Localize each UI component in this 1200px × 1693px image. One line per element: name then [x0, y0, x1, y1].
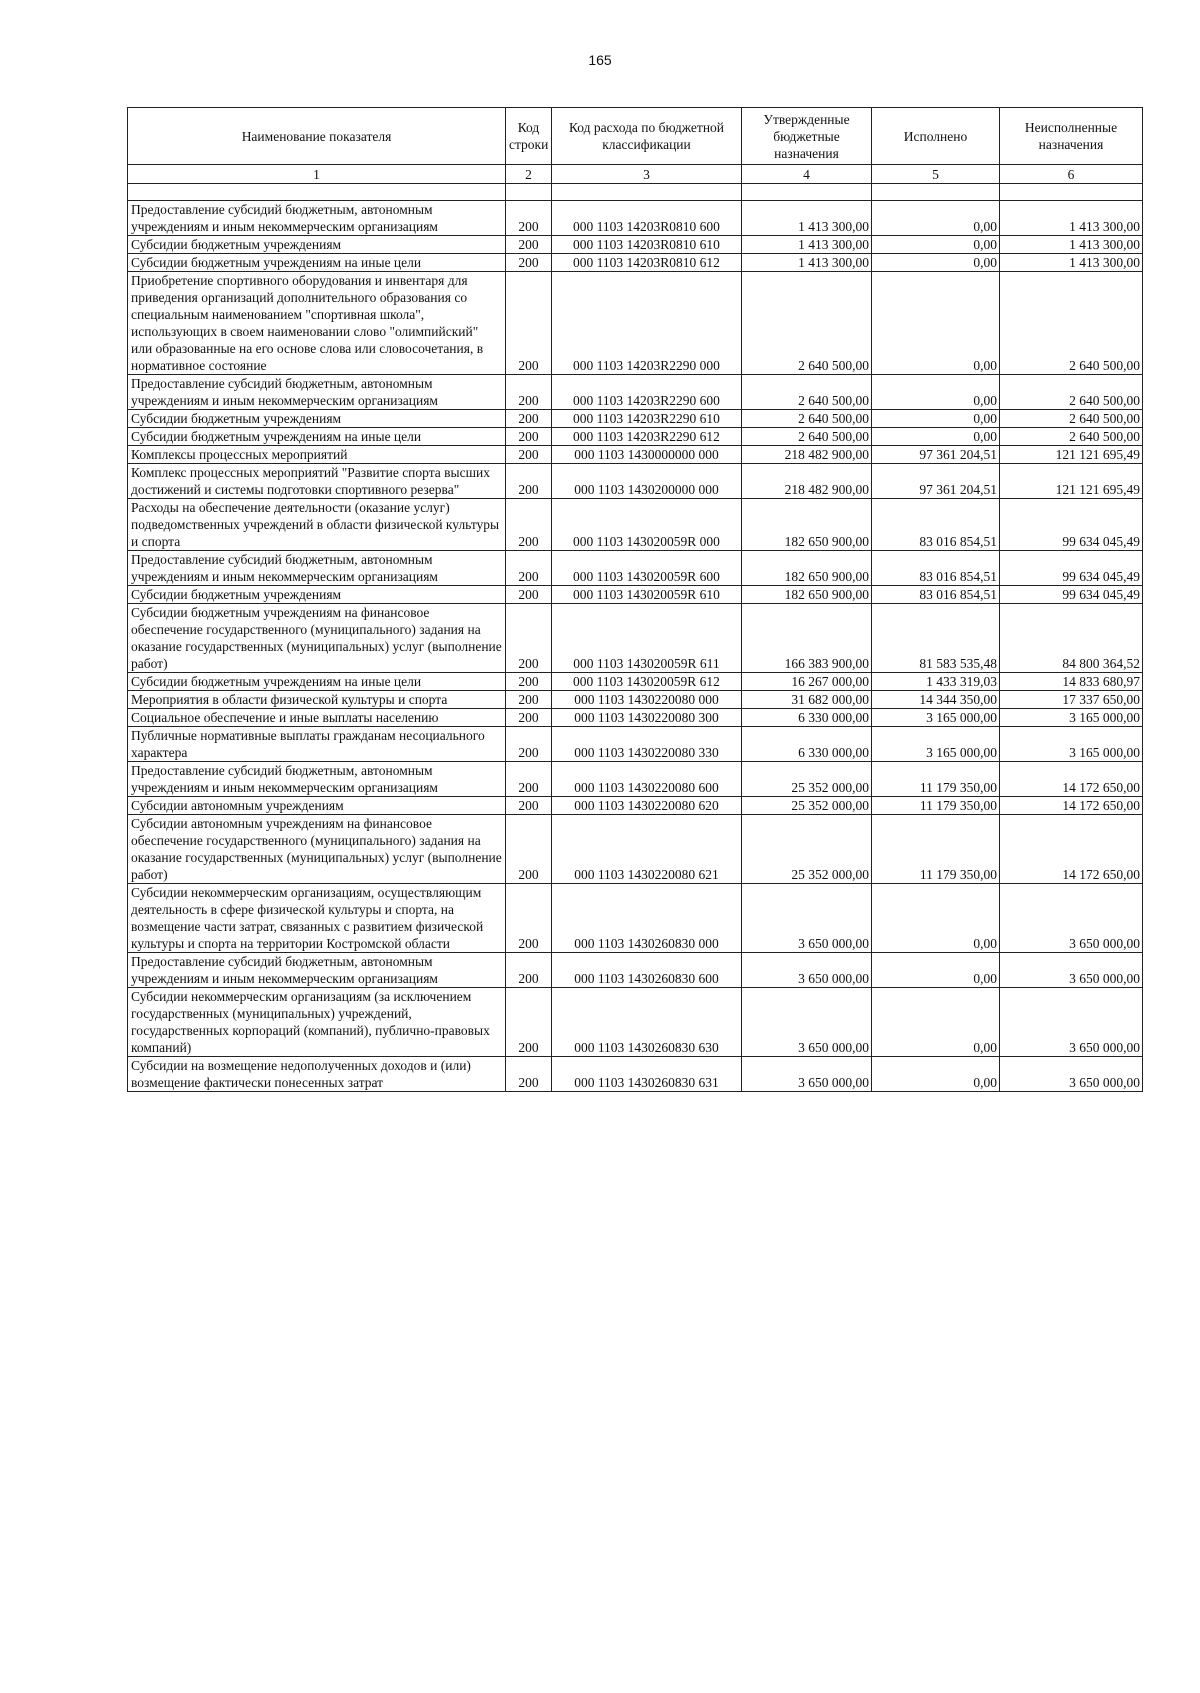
row-name-cell: Субсидии на возмещение недополученных доходов и (или) возмещение фактически понесенных затрат [128, 1057, 506, 1092]
row-classification-cell: 000 1103 14203R0810 612 [552, 254, 742, 272]
column-number: 4 [742, 165, 872, 184]
row-executed-cell: 0,00 [872, 254, 1000, 272]
row-code-cell: 200 [506, 586, 552, 604]
row-classification-cell: 000 1103 1430220080 621 [552, 815, 742, 884]
row-executed-cell: 97 361 204,51 [872, 446, 1000, 464]
row-unexecuted-cell: 2 640 500,00 [1000, 428, 1143, 446]
row-executed-cell: 83 016 854,51 [872, 499, 1000, 551]
row-unexecuted-cell: 3 650 000,00 [1000, 953, 1143, 988]
row-code-cell: 200 [506, 762, 552, 797]
row-unexecuted-cell: 14 172 650,00 [1000, 815, 1143, 884]
row-executed-cell: 11 179 350,00 [872, 762, 1000, 797]
table-row [128, 272, 1143, 375]
budget-execution-table [127, 107, 1143, 1092]
table-row [128, 762, 1143, 797]
row-classification-cell: 000 1103 1430260830 631 [552, 1057, 742, 1092]
row-executed-cell: 83 016 854,51 [872, 551, 1000, 586]
row-approved-cell: 218 482 900,00 [742, 446, 872, 464]
table-row [128, 446, 1143, 464]
row-classification-cell: 000 1103 14203R2290 610 [552, 410, 742, 428]
row-approved-cell: 25 352 000,00 [742, 797, 872, 815]
row-unexecuted-cell: 99 634 045,49 [1000, 586, 1143, 604]
row-approved-cell: 25 352 000,00 [742, 762, 872, 797]
row-name-cell: Субсидии бюджетным учреждениям [128, 236, 506, 254]
row-unexecuted-cell: 99 634 045,49 [1000, 499, 1143, 551]
row-unexecuted-cell: 14 833 680,97 [1000, 673, 1143, 691]
table-header-row [128, 108, 1143, 165]
row-name-cell: Комплекс процессных мероприятий "Развитие спорта высших достижений и системы подготовки спортивного резерва" [128, 464, 506, 499]
row-approved-cell: 25 352 000,00 [742, 815, 872, 884]
row-code-cell: 200 [506, 236, 552, 254]
row-name-cell: Субсидии некоммерческим организациям, осуществляющим деятельность в сфере физической культуры и спорта, на возмещение части затрат, связанных с развитием физической культуры и спорта на территории Костромской области [128, 884, 506, 953]
row-unexecuted-cell: 3 650 000,00 [1000, 884, 1143, 953]
column-number-row [128, 165, 1143, 184]
row-name-cell: Субсидии бюджетным учреждениям на иные цели [128, 428, 506, 446]
row-executed-cell: 97 361 204,51 [872, 464, 1000, 499]
table-body [128, 184, 1143, 1092]
row-unexecuted-cell: 2 640 500,00 [1000, 375, 1143, 410]
row-name-cell: Субсидии автономным учреждениям [128, 797, 506, 815]
row-executed-cell: 83 016 854,51 [872, 586, 1000, 604]
row-classification-cell: 000 1103 1430220080 000 [552, 691, 742, 709]
table-row [128, 797, 1143, 815]
table-row [128, 551, 1143, 586]
row-classification-cell: 000 1103 143020059R 600 [552, 551, 742, 586]
row-name-cell: Публичные нормативные выплаты гражданам несоциального характера [128, 727, 506, 762]
row-unexecuted-cell: 2 640 500,00 [1000, 272, 1143, 375]
page-number: 165 [588, 52, 612, 68]
row-name-cell: Предоставление субсидий бюджетным, автономным учреждениям и иным некоммерческим организациям [128, 375, 506, 410]
table-row [128, 428, 1143, 446]
row-name-cell: Предоставление субсидий бюджетным, автономным учреждениям и иным некоммерческим организациям [128, 551, 506, 586]
row-name-cell: Субсидии бюджетным учреждениям на иные цели [128, 673, 506, 691]
spacer-row [128, 184, 1143, 201]
row-classification-cell: 000 1103 1430260830 630 [552, 988, 742, 1057]
row-classification-cell: 000 1103 14203R0810 600 [552, 201, 742, 236]
row-classification-cell: 000 1103 1430260830 600 [552, 953, 742, 988]
row-unexecuted-cell: 3 650 000,00 [1000, 988, 1143, 1057]
header-executed: Исполнено [872, 108, 1000, 165]
table-row [128, 709, 1143, 727]
row-code-cell: 200 [506, 272, 552, 375]
row-classification-cell: 000 1103 14203R2290 612 [552, 428, 742, 446]
row-approved-cell: 31 682 000,00 [742, 691, 872, 709]
row-classification-cell: 000 1103 1430260830 000 [552, 884, 742, 953]
row-executed-cell: 0,00 [872, 953, 1000, 988]
table-row [128, 691, 1143, 709]
row-approved-cell: 16 267 000,00 [742, 673, 872, 691]
column-number: 1 [128, 165, 506, 184]
row-code-cell: 200 [506, 884, 552, 953]
row-approved-cell: 2 640 500,00 [742, 272, 872, 375]
row-code-cell: 200 [506, 953, 552, 988]
row-code-cell: 200 [506, 410, 552, 428]
row-executed-cell: 0,00 [872, 236, 1000, 254]
row-classification-cell: 000 1103 1430220080 600 [552, 762, 742, 797]
table-row [128, 464, 1143, 499]
column-number: 5 [872, 165, 1000, 184]
row-approved-cell: 182 650 900,00 [742, 586, 872, 604]
row-approved-cell: 1 413 300,00 [742, 201, 872, 236]
table-row [128, 236, 1143, 254]
table-row [128, 727, 1143, 762]
row-code-cell: 200 [506, 446, 552, 464]
row-executed-cell: 11 179 350,00 [872, 815, 1000, 884]
row-name-cell: Социальное обеспечение и иные выплаты населению [128, 709, 506, 727]
row-executed-cell: 0,00 [872, 1057, 1000, 1092]
row-unexecuted-cell: 1 413 300,00 [1000, 201, 1143, 236]
table-row [128, 815, 1143, 884]
row-executed-cell: 3 165 000,00 [872, 709, 1000, 727]
row-code-cell: 200 [506, 464, 552, 499]
header-approved: Утвержденные бюджетные назначения [742, 108, 872, 165]
column-number: 3 [552, 165, 742, 184]
row-code-cell: 200 [506, 254, 552, 272]
table-row [128, 988, 1143, 1057]
table-row [128, 604, 1143, 673]
row-unexecuted-cell: 3 165 000,00 [1000, 727, 1143, 762]
row-code-cell: 200 [506, 1057, 552, 1092]
row-executed-cell: 0,00 [872, 201, 1000, 236]
row-name-cell: Предоставление субсидий бюджетным, автономным учреждениям и иным некоммерческим организациям [128, 762, 506, 797]
row-unexecuted-cell: 84 800 364,52 [1000, 604, 1143, 673]
row-code-cell: 200 [506, 499, 552, 551]
row-classification-cell: 000 1103 14203R2290 000 [552, 272, 742, 375]
row-unexecuted-cell: 17 337 650,00 [1000, 691, 1143, 709]
row-classification-cell: 000 1103 143020059R 611 [552, 604, 742, 673]
table-row [128, 499, 1143, 551]
row-unexecuted-cell: 14 172 650,00 [1000, 797, 1143, 815]
row-approved-cell: 1 413 300,00 [742, 254, 872, 272]
header-classification: Код расхода по бюджетной классификации [552, 108, 742, 165]
row-code-cell: 200 [506, 691, 552, 709]
table-row [128, 201, 1143, 236]
row-executed-cell: 0,00 [872, 988, 1000, 1057]
row-classification-cell: 000 1103 1430000000 000 [552, 446, 742, 464]
row-executed-cell: 14 344 350,00 [872, 691, 1000, 709]
row-unexecuted-cell: 14 172 650,00 [1000, 762, 1143, 797]
row-name-cell: Субсидии автономным учреждениям на финансовое обеспечение государственного (муниципального) задания на оказание государственных (муниципальных) услуг (выполнение работ) [128, 815, 506, 884]
row-code-cell: 200 [506, 428, 552, 446]
row-executed-cell: 0,00 [872, 410, 1000, 428]
row-approved-cell: 166 383 900,00 [742, 604, 872, 673]
row-name-cell: Приобретение спортивного оборудования и инвентаря для приведения организаций дополнительного образования со специальным наименованием "спортивная школа", использующих в своем наименовании слово "олимпийский" или образованные на его основе слова или словосочетания, в нормативное состояние [128, 272, 506, 375]
row-approved-cell: 2 640 500,00 [742, 410, 872, 428]
row-approved-cell: 182 650 900,00 [742, 499, 872, 551]
row-code-cell: 200 [506, 201, 552, 236]
row-name-cell: Комплексы процессных мероприятий [128, 446, 506, 464]
row-name-cell: Субсидии некоммерческим организациям (за исключением государственных (муниципальных) учреждений, государственных корпораций (компаний), публично-правовых компаний) [128, 988, 506, 1057]
row-unexecuted-cell: 99 634 045,49 [1000, 551, 1143, 586]
row-executed-cell: 3 165 000,00 [872, 727, 1000, 762]
row-name-cell: Субсидии бюджетным учреждениям [128, 586, 506, 604]
table-row [128, 1057, 1143, 1092]
row-unexecuted-cell: 1 413 300,00 [1000, 236, 1143, 254]
table-row [128, 410, 1143, 428]
row-name-cell: Мероприятия в области физической культуры и спорта [128, 691, 506, 709]
row-approved-cell: 182 650 900,00 [742, 551, 872, 586]
row-unexecuted-cell: 1 413 300,00 [1000, 254, 1143, 272]
row-approved-cell: 1 413 300,00 [742, 236, 872, 254]
row-code-cell: 200 [506, 727, 552, 762]
row-classification-cell: 000 1103 143020059R 610 [552, 586, 742, 604]
row-unexecuted-cell: 121 121 695,49 [1000, 446, 1143, 464]
table-row [128, 953, 1143, 988]
row-code-cell: 200 [506, 988, 552, 1057]
row-classification-cell: 000 1103 143020059R 000 [552, 499, 742, 551]
row-classification-cell: 000 1103 14203R2290 600 [552, 375, 742, 410]
row-code-cell: 200 [506, 551, 552, 586]
row-classification-cell: 000 1103 1430200000 000 [552, 464, 742, 499]
row-approved-cell: 3 650 000,00 [742, 988, 872, 1057]
row-code-cell: 200 [506, 815, 552, 884]
row-executed-cell: 0,00 [872, 428, 1000, 446]
row-approved-cell: 6 330 000,00 [742, 709, 872, 727]
row-executed-cell: 0,00 [872, 375, 1000, 410]
row-code-cell: 200 [506, 797, 552, 815]
table-row [128, 586, 1143, 604]
table-row [128, 254, 1143, 272]
row-unexecuted-cell: 121 121 695,49 [1000, 464, 1143, 499]
table-row [128, 375, 1143, 410]
row-classification-cell: 000 1103 1430220080 620 [552, 797, 742, 815]
row-name-cell: Субсидии бюджетным учреждениям на финансовое обеспечение государственного (муниципального) задания на оказание государственных (муниципальных) услуг (выполнение работ) [128, 604, 506, 673]
row-name-cell: Предоставление субсидий бюджетным, автономным учреждениям и иным некоммерческим организациям [128, 953, 506, 988]
row-code-cell: 200 [506, 604, 552, 673]
row-code-cell: 200 [506, 709, 552, 727]
row-code-cell: 200 [506, 375, 552, 410]
row-approved-cell: 2 640 500,00 [742, 375, 872, 410]
row-name-cell: Расходы на обеспечение деятельности (оказание услуг) подведомственных учреждений в области физической культуры и спорта [128, 499, 506, 551]
row-executed-cell: 81 583 535,48 [872, 604, 1000, 673]
table-row [128, 673, 1143, 691]
header-name: Наименование показателя [128, 108, 506, 165]
row-approved-cell: 218 482 900,00 [742, 464, 872, 499]
row-executed-cell: 0,00 [872, 272, 1000, 375]
row-executed-cell: 11 179 350,00 [872, 797, 1000, 815]
row-approved-cell: 3 650 000,00 [742, 884, 872, 953]
row-approved-cell: 3 650 000,00 [742, 1057, 872, 1092]
row-name-cell: Субсидии бюджетным учреждениям на иные цели [128, 254, 506, 272]
row-approved-cell: 6 330 000,00 [742, 727, 872, 762]
row-unexecuted-cell: 3 650 000,00 [1000, 1057, 1143, 1092]
row-classification-cell: 000 1103 143020059R 612 [552, 673, 742, 691]
row-classification-cell: 000 1103 1430220080 300 [552, 709, 742, 727]
row-classification-cell: 000 1103 1430220080 330 [552, 727, 742, 762]
row-approved-cell: 3 650 000,00 [742, 953, 872, 988]
row-unexecuted-cell: 3 165 000,00 [1000, 709, 1143, 727]
column-number: 6 [1000, 165, 1143, 184]
row-code-cell: 200 [506, 673, 552, 691]
row-classification-cell: 000 1103 14203R0810 610 [552, 236, 742, 254]
row-executed-cell: 0,00 [872, 884, 1000, 953]
column-number: 2 [506, 165, 552, 184]
row-name-cell: Субсидии бюджетным учреждениям [128, 410, 506, 428]
header-unexecuted: Неисполненные назначения [1000, 108, 1143, 165]
row-executed-cell: 1 433 319,03 [872, 673, 1000, 691]
table-row [128, 884, 1143, 953]
row-name-cell: Предоставление субсидий бюджетным, автономным учреждениям и иным некоммерческим организациям [128, 201, 506, 236]
row-approved-cell: 2 640 500,00 [742, 428, 872, 446]
row-unexecuted-cell: 2 640 500,00 [1000, 410, 1143, 428]
header-code: Код строки [506, 108, 552, 165]
